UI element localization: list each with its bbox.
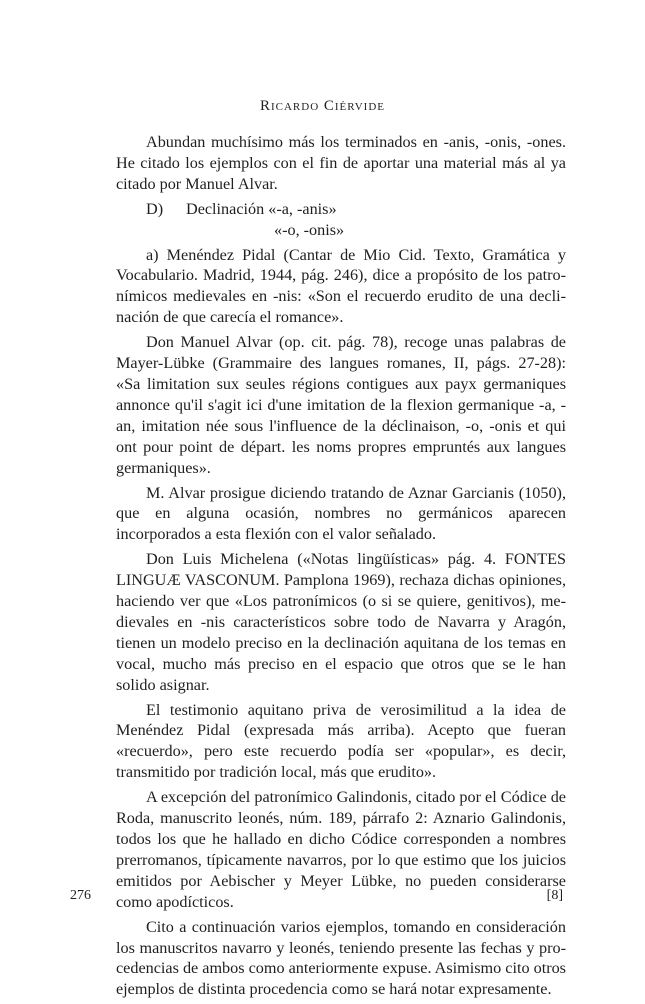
paragraph-menendez-pidal: a) Menéndez Pidal (Cantar de Mio Cid. Texto, Gramática y Vocabulario. Madrid, 1944, pág. 246), dice a propósito de los patronímicos medievales en -nis: «Son el recuerdo erudito de una declinación de que carecía el romance». <box>116 245 566 327</box>
paragraph-intro: Abundan muchísimo más los terminados en -anis, -onis, -ones. He citado los ejemplos con el fin de aportar una material más al ya citado por Manuel Alvar. <box>116 133 566 193</box>
signature-mark: [8] <box>546 888 563 903</box>
running-header: Ricardo Ciérvide <box>259 98 386 114</box>
body-text <box>116 132 566 1004</box>
section-heading <box>116 199 566 220</box>
section-heading-label: D) <box>146 199 164 218</box>
section-heading-line1: Declinación «-a, -anis» <box>186 199 337 218</box>
paragraph-michelena: Don Luis Michelena («Notas lingüísticas» pág. 4. FONTES LINGUÆ VASCONUM. Pamplona 1969), rechaza dichas opiniones, haciendo ver que «Los patronímicos (o si se quiere, genitivos), medievales en -nis característicos sobre todo de Navarra y Aragón, tienen un modelo preciso en la declinación aquitana de los temas en vocal, mucho más preciso en el espacio que otros que se le han solido asignar. <box>116 550 566 694</box>
page-number: 276 <box>70 888 91 903</box>
paragraph-galindonis: A excepción del patronímico Galindonis, citado por el Códice de Roda, manuscrito leonés, núm. 189, párrafo 2: Aznario Galindonis, todos los que he hallado en dicho Códice corresponden a nombres prerromanos, típicamente navarros, por lo que estimo que los juicios emitidos por Aebischer y Meyer Lübke, no pueden considerarse como apodícticos. <box>116 788 566 911</box>
paragraph-testimonio: El testimonio aquitano priva de verosimilitud a la idea de Menéndez Pidal (expresada más arriba). Acepto que fueran «recuerdo», pero este recuerdo podía ser «popular», es decir, transmitido por tradición local, más que erudito». <box>116 700 566 782</box>
paragraph-manuel-alvar: Don Manuel Alvar (op. cit. pág. 78), recoge unas palabras de Mayer-Lübke (Grammaire des langues romanes, II, págs. 27-28): «Sa limitation sux seules régions contigues aux payx germaniques annonce qu'il s'agit ici d'une imitation de la flexion germanique -a, -an, imitation née sous l'influence de la déclinaison, -o, -onis et qui ont pour point de départ. les noms propres empruntés aux langues germaniques». <box>116 333 566 477</box>
paragraph-cito-ejemplos: Cito a continuación varios ejemplos, tomando en consideración los manuscritos navarro y leonés, teniendo presente las fechas y procedencias de ambos como anteriormente expuse. Asimismo cito otros ejemplos de distinta procedencia como se hará notar expresamente. <box>116 917 566 999</box>
paragraph-alvar-prosigue: M. Alvar prosigue diciendo tratando de Aznar Garcianis (1050), que en alguna ocasión, nombres no germánicos aparecen incorporados a esta flexión con el valor señalado. <box>116 483 566 544</box>
section-heading-line2: «-o, -onis» <box>274 220 345 239</box>
